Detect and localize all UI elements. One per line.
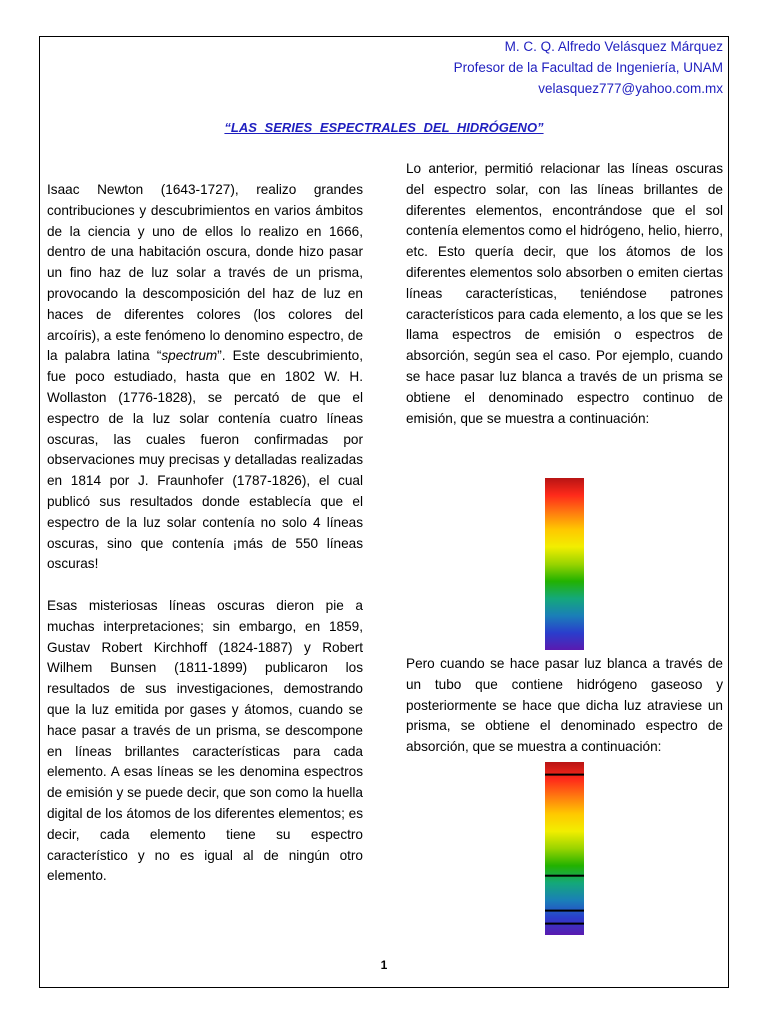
- absorption-paragraph: Pero cuando se hace pasar luz blanca a través de un tubo que contiene hidrógeno gaseoso y posteriormente se hace que dicha luz atraviese un prisma, se obtiene el denominado espectro de absorción, que se muestra a continuación:: [406, 656, 723, 755]
- absorption-line-4: [545, 923, 584, 925]
- left-column: [47, 180, 363, 887]
- absorption-line-1: [545, 774, 584, 776]
- absorption-line-2: [545, 875, 584, 877]
- spectrum-gradient-band: [545, 478, 584, 650]
- author-affiliation: Profesor de la Facultad de Ingeniería, UNAM: [453, 60, 723, 75]
- solar-lines-paragraph: Lo anterior, permitió relacionar las líneas oscuras del espectro solar, con las líneas brillantes de diferentes elementos, encontrándose que el sol contenía elementos como el hidrógeno, helio, hierro, etc. Esto quería decir, que los átomos de los diferentes elementos solo absorben o emiten ciertas líneas características, teniéndose patrones característicos para cada elemento, a los que se les llama espectros de emisión o espectros de absorción, según sea el caso. Por ejemplo, cuando se hace pasar luz blanca a través de un prisma se obtiene el denominado espectro continuo de emisión, que se muestra a continuación:: [406, 161, 723, 426]
- author-name: M. C. Q. Alfredo Velásquez Márquez: [504, 39, 723, 54]
- continuous-spectrum-graphic: [545, 478, 584, 650]
- author-header: [454, 36, 723, 99]
- absorption-line-3: [545, 910, 584, 912]
- author-email[interactable]: velasquez777@yahoo.com.mx: [538, 81, 723, 96]
- newton-paragraph: [47, 180, 363, 575]
- right-column-top: [406, 159, 723, 429]
- spectrum-term: spectrum: [161, 348, 218, 364]
- right-column-bottom: [406, 654, 723, 758]
- newton-text-start: Isaac Newton (1643-1727), realizo grandes contribuciones y descubrimientos en varios ámbitos de la ciencia y uno de ellos lo realizo en 1666, dentro de una habitación oscura, donde hizo pasar un fino haz de luz solar a través de un prisma, provocando la descomposición del haz de luz en haces de diferentes colores (los colores del arcoíris), a este fenómeno lo denomino espectro, de la palabra latina “: [47, 182, 363, 364]
- continuous-emission-spectrum: [545, 478, 584, 650]
- absorption-spectrum-graphic: [545, 762, 584, 935]
- document-title: “LAS SERIES ESPECTRALES DEL HIDRÓGENO”: [224, 120, 544, 135]
- kirchhoff-paragraph: Esas misteriosas líneas oscuras dieron pie a muchas interpretaciones; sin embargo, en 1859, Gustav Robert Kirchhoff (1824-1887) y Robert Wilhem Bunsen (1811-1899) publicaron los resultados de sus investigaciones, demostrando que la luz emitida por gases y átomos, cuando se hace pasar a través de un prisma, se descompone en líneas brillantes características para cada elemento. A esas líneas se les denomina espectros de emisión y se puede decir, que son como la huella digital de los átomos de los diferentes elementos; es decir, cada elemento tiene su espectro característico y no es igual al de ningún otro elemento.: [47, 597, 363, 884]
- page-number: 1: [380, 958, 388, 972]
- spectrum-gradient-band: [545, 762, 584, 935]
- hydrogen-absorption-spectrum: [545, 762, 584, 935]
- newton-text-end: ”. Este descubrimiento, fue poco estudiado, hasta que en 1802 W. H. Wollaston (1776-1828), se percató de que el espectro de la luz solar contenía cuatro líneas oscuras, las cuales fueron confirmadas por observaciones muy precisas y detalladas realizadas en 1814 por J. Fraunhofer (1787-1826), el cual publicó sus resultados donde establecía que el espectro de la luz solar contenía no solo 4 líneas oscuras, sino que contenía ¡más de 550 líneas oscuras!: [47, 348, 363, 572]
